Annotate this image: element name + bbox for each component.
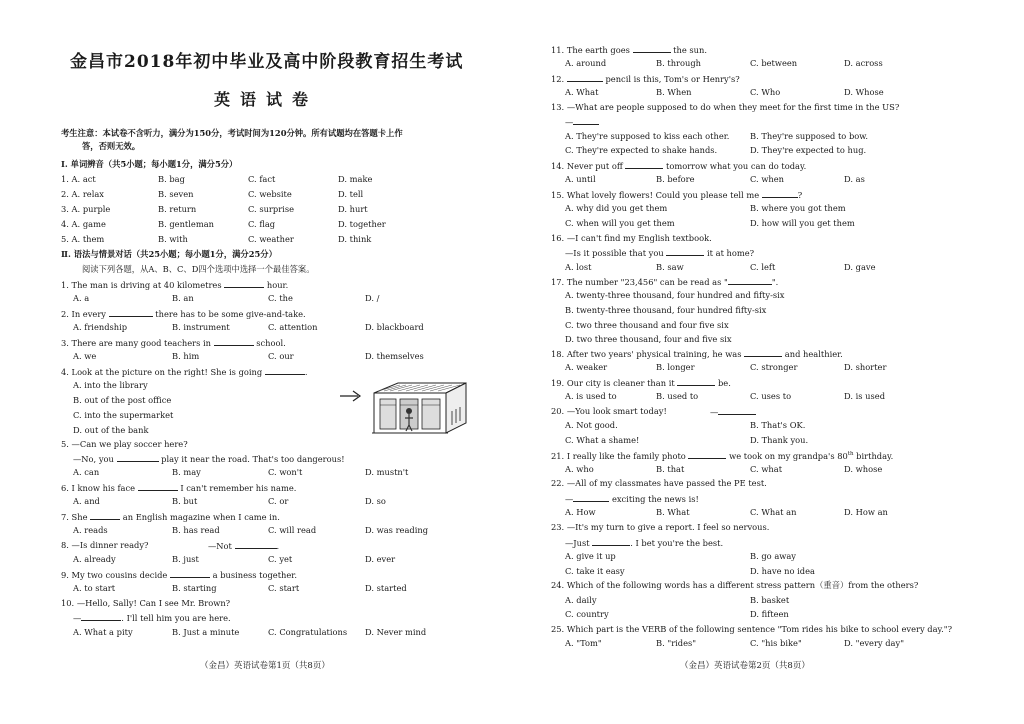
s1-q2-b: B. seven: [158, 189, 194, 199]
s1-q3-c: C. surprise: [248, 204, 294, 214]
q15-option-b: B. where you got them: [750, 203, 846, 213]
s1-q1-d: D. make: [338, 174, 373, 184]
q9-option-a: A. to start: [73, 583, 116, 593]
question-11-stem: 11. The earth goes the sun.: [551, 45, 707, 55]
question-8-stem-b: —Not .: [208, 541, 280, 551]
q9-option-b: B. starting: [172, 583, 217, 593]
q16-option-c: C. left: [750, 262, 776, 272]
s1-q5-c: C. weather: [248, 234, 294, 244]
s1-q1-a: 1. A. act: [61, 174, 96, 184]
question-22-line-1: 22. —All of my classmates have passed the PE test.: [551, 478, 767, 488]
q25-option-a: A. "Tom": [565, 638, 602, 648]
q7-option-a: A. reads: [73, 525, 108, 535]
q2-option-d: D. blackboard: [365, 322, 424, 332]
q2-option-a: A. friendship: [73, 322, 128, 332]
q4-option-a: A. into the library: [73, 380, 148, 390]
question-7-stem: 7. She an English magazine when I came in.: [61, 512, 280, 522]
s1-q4-b: B. gentleman: [158, 219, 214, 229]
q5-option-b: B. may: [172, 467, 201, 477]
q22-option-d: D. How an: [844, 507, 888, 517]
notice-line-1: 考生注意：本试卷不含听力，满分为150分，考试时间为120分钟。所有试题均在答题卡上作: [61, 128, 403, 138]
s1-q2-d: D. tell: [338, 189, 364, 199]
q18-option-c: C. stronger: [750, 362, 798, 372]
q3-option-a: A. we: [73, 351, 97, 361]
s1-q4-d: D. together: [338, 219, 386, 229]
s1-q3-d: D. hurt: [338, 204, 368, 214]
q13-option-a: A. They're supposed to kiss each other.: [565, 131, 730, 141]
q21-option-a: A. who: [565, 464, 594, 474]
s1-q2-a: 2. A. relax: [61, 189, 104, 199]
q20-option-b: B. That's OK.: [750, 420, 806, 430]
s1-q3-b: B. return: [158, 204, 197, 214]
q20-option-d: D. Thank you.: [750, 435, 809, 445]
s1-q1-c: C. fact: [248, 174, 276, 184]
q12-option-c: C. Who: [750, 87, 781, 97]
question-17-stem: 17. The number "23,456" can be read as " ".: [551, 277, 779, 287]
q20-option-c: C. What a shame!: [565, 435, 640, 445]
question-5-line-2: —No, you play it near the road. That's too dangerous!: [73, 454, 345, 464]
q9-option-d: D. started: [365, 583, 407, 593]
q3-option-c: C. our: [268, 351, 294, 361]
q14-option-c: C. when: [750, 174, 785, 184]
question-2-stem: 2. In every there has to be some give-and-take.: [61, 309, 306, 319]
q5-option-c: C. won't: [268, 467, 303, 477]
q5-option-d: D. mustn't: [365, 467, 409, 477]
question-10-line-2: — . I'll tell him you are here.: [73, 613, 231, 623]
q11-option-b: B. through: [656, 58, 702, 68]
q8-option-b: B. just: [172, 554, 199, 564]
q4-option-d: D. out of the bank: [73, 425, 149, 435]
q18-option-b: B. longer: [656, 362, 695, 372]
question-23-line-2: —Just . I bet you're the best.: [565, 538, 724, 548]
q3-option-b: B. him: [172, 351, 200, 361]
q10-option-d: D. Never mind: [365, 627, 427, 637]
q25-option-c: C. "his bike": [750, 638, 802, 648]
q7-option-b: B. has read: [172, 525, 220, 535]
q19-option-a: A. is used to: [565, 391, 617, 401]
q1-option-b: B. an: [172, 293, 194, 303]
q17-option-b: B. twenty-three thousand, four hundred fifty-six: [565, 305, 767, 315]
question-9-stem: 9. My two cousins decide a business together.: [61, 570, 297, 580]
q7-option-c: C. will read: [268, 525, 317, 535]
q10-option-c: C. Congratulations: [268, 627, 348, 637]
building-illustration: [370, 381, 470, 439]
q25-option-d: D. "every day": [844, 638, 905, 648]
q14-option-a: A. until: [565, 174, 596, 184]
question-3-stem: 3. There are many good teachers in school.: [61, 338, 286, 348]
q4-option-c: C. into the supermarket: [73, 410, 174, 420]
q23-option-a: A. give it up: [565, 551, 616, 561]
q18-option-d: D. shorter: [844, 362, 887, 372]
question-5-line-1: 5. —Can we play soccer here?: [61, 439, 188, 449]
question-22-line-2: — exciting the news is!: [565, 494, 699, 504]
q7-option-d: D. was reading: [365, 525, 429, 535]
q1-option-a: A. a: [73, 293, 90, 303]
q12-option-a: A. What: [565, 87, 599, 97]
q19-option-b: B. used to: [656, 391, 699, 401]
q15-option-c: C. when will you get them: [565, 218, 675, 228]
q21-option-c: C. what: [750, 464, 783, 474]
q11-option-c: C. between: [750, 58, 798, 68]
q15-option-a: A. why did you get them: [565, 203, 668, 213]
s1-q5-a: 5. A. them: [61, 234, 105, 244]
page-2-footer: （金昌）英语试卷第2页（共8页）: [680, 661, 810, 671]
q23-option-b: B. go away: [750, 551, 796, 561]
s1-q5-b: B. with: [158, 234, 188, 244]
question-21-stem: 21. I really like the family photo we took on my grandpa's 80th birthday.: [551, 450, 894, 461]
q21-option-d: D. whose: [844, 464, 883, 474]
q22-option-c: C. What an: [750, 507, 797, 517]
q13-option-d: D. They're expected to hug.: [750, 145, 867, 155]
question-4-stem: 4. Look at the picture on the right! She is going .: [61, 367, 308, 377]
q6-option-c: C. or: [268, 496, 289, 506]
q8-option-c: C. yet: [268, 554, 293, 564]
page-2: [520, 0, 1024, 724]
q17-option-d: D. two three thousand, four and five six: [565, 334, 732, 344]
s1-q1-b: B. bag: [158, 174, 185, 184]
q14-option-b: B. before: [656, 174, 695, 184]
q13-option-c: C. They're expected to shake hands.: [565, 145, 718, 155]
q6-option-b: B. but: [172, 496, 198, 506]
question-6-stem: 6. I know his face I can't remember his name.: [61, 483, 297, 493]
question-20-stem-a: 20. —You look smart today!: [551, 406, 667, 416]
q16-option-d: D. gave: [844, 262, 876, 272]
q22-option-b: B. What: [656, 507, 690, 517]
question-18-stem: 18. After two years' physical training, he was and healthier.: [551, 349, 843, 359]
notice-line-2: 答，否则无效。: [82, 141, 141, 151]
arrow-icon: [338, 388, 368, 404]
q23-option-c: C. take it easy: [565, 566, 625, 576]
q14-option-d: D. as: [844, 174, 865, 184]
q17-option-c: C. two three thousand and four five six: [565, 320, 729, 330]
question-16-line-1: 16. —I can't find my English textbook.: [551, 233, 712, 243]
q25-option-b: B. "rides": [656, 638, 697, 648]
q12-option-d: D. Whose: [844, 87, 884, 97]
q2-option-b: B. instrument: [172, 322, 230, 332]
q24-option-d: D. fifteen: [750, 609, 789, 619]
section-2-instructions: 阅读下列各题，从A、B、C、D四个选项中选择一个最佳答案。: [82, 264, 315, 274]
q3-option-d: D. themselves: [365, 351, 424, 361]
question-24-stem: 24. Which of the following words has a different stress pattern（重音）from the others?: [551, 580, 919, 590]
q2-option-c: C. attention: [268, 322, 318, 332]
exam-title: 金昌市2018年初中毕业及高中阶段教育招生考试: [70, 52, 464, 72]
s1-q4-a: 4. A. game: [61, 219, 106, 229]
question-19-stem: 19. Our city is cleaner than it be.: [551, 378, 731, 388]
q6-option-d: D. so: [365, 496, 386, 506]
q24-option-c: C. country: [565, 609, 609, 619]
question-1-stem: 1. The man is driving at 40 kilometres hour.: [61, 280, 289, 290]
q6-option-a: A. and: [73, 496, 100, 506]
s1-q2-c: C. website: [248, 189, 292, 199]
question-8-stem-a: 8. —Is dinner ready?: [61, 540, 149, 550]
section-2-header: Ⅱ. 语法与情景对话（共25小题；每小题1分，满分25分）: [61, 249, 277, 259]
q10-option-b: B. Just a minute: [172, 627, 240, 637]
question-16-line-2: —Is it possible that you it at home?: [565, 248, 755, 258]
question-15-stem: 15. What lovely flowers! Could you please tell me ?: [551, 190, 803, 200]
question-13-line-2: —: [565, 116, 599, 127]
q17-option-a: A. twenty-three thousand, four hundred and fifty-six: [565, 290, 785, 300]
q1-option-c: C. the: [268, 293, 293, 303]
question-23-line-1: 23. —It's my turn to give a report. I feel so nervous.: [551, 522, 770, 532]
q21-option-b: B. that: [656, 464, 685, 474]
s1-q4-c: C. flag: [248, 219, 276, 229]
q22-option-a: A. How: [565, 507, 596, 517]
q13-option-b: B. They're supposed to bow.: [750, 131, 869, 141]
q12-option-b: B. When: [656, 87, 692, 97]
q4-option-b: B. out of the post office: [73, 395, 172, 405]
q9-option-c: C. start: [268, 583, 300, 593]
q11-option-a: A. around: [565, 58, 607, 68]
question-20-stem-b: —: [710, 406, 756, 417]
q23-option-d: D. have no idea: [750, 566, 815, 576]
q19-option-c: C. uses to: [750, 391, 792, 401]
q1-option-d: D. /: [365, 293, 380, 303]
page-1-footer: （金昌）英语试卷第1页（共8页）: [200, 661, 330, 671]
q20-option-a: A. Not good.: [565, 420, 618, 430]
q16-option-b: B. saw: [656, 262, 684, 272]
question-13-line-1: 13. —What are people supposed to do when they meet for the first time in the US?: [551, 102, 900, 112]
q18-option-a: A. weaker: [565, 362, 608, 372]
question-10-line-1: 10. —Hello, Sally! Can I see Mr. Brown?: [61, 598, 231, 608]
q24-option-a: A. daily: [565, 595, 597, 605]
q16-option-a: A. lost: [565, 262, 592, 272]
section-1-header: Ⅰ. 单词辨音（共5小题；每小题1分，满分5分）: [61, 159, 238, 169]
q24-option-b: B. basket: [750, 595, 790, 605]
q5-option-a: A. can: [73, 467, 100, 477]
s1-q3-a: 3. A. purple: [61, 204, 111, 214]
s1-q5-d: D. think: [338, 234, 372, 244]
exam-subtitle: 英语试卷: [214, 90, 319, 109]
q15-option-d: D. how will you get them: [750, 218, 855, 228]
question-25-stem: 25. Which part is the VERB of the following sentence "Tom rides his bike to school every day."?: [551, 624, 953, 634]
q8-option-a: A. already: [73, 554, 116, 564]
q11-option-d: D. across: [844, 58, 883, 68]
question-12-stem: 12. pencil is this, Tom's or Henry's?: [551, 74, 740, 84]
q8-option-d: D. ever: [365, 554, 396, 564]
q19-option-d: D. is used: [844, 391, 886, 401]
question-14-stem: 14. Never put off tomorrow what you can do today.: [551, 161, 807, 171]
q10-option-a: A. What a pity: [73, 627, 133, 637]
